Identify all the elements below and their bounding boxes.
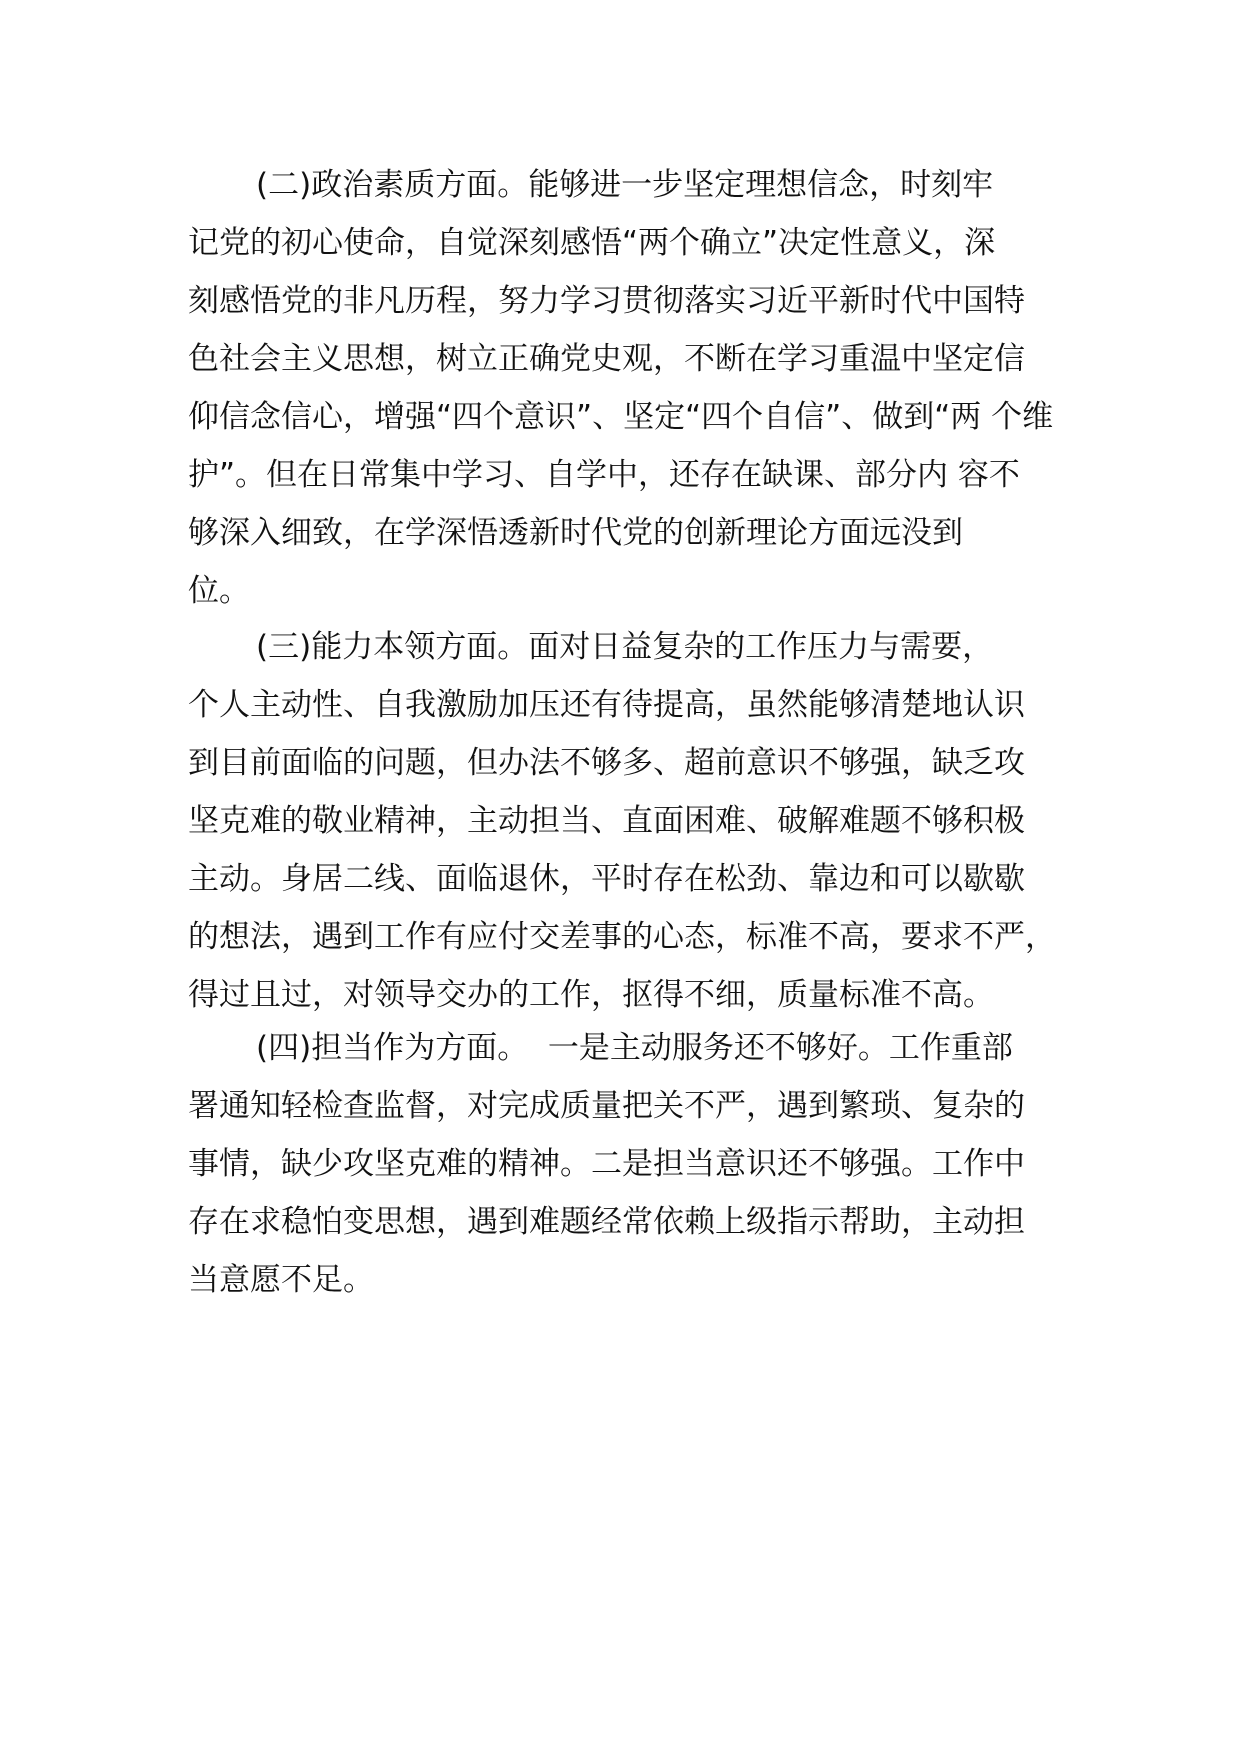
paragraph-line: (二)政治素质方面。能够进一步坚定理想信念，时刻牢 [256,167,994,203]
paragraph-line: 仰信念信心，增强“四个意识”、坚定“四个自信”、做到“两 个维 [188,399,1054,435]
paragraph-line: 刻感悟党的非凡历程，努力学习贯彻落实习近平新时代中国特 [188,283,1025,319]
paragraph-line: (四)担当作为方面。 一是主动服务还不够好。工作重部 [256,1030,1013,1066]
paragraph-line: 色社会主义思想，树立正确党史观，不断在学习重温中坚定信 [188,341,1025,377]
paragraph-responsibility [188,1019,1068,1309]
paragraph-ability [188,618,1068,1024]
paragraph-line: 坚克难的敬业精神，主动担当、直面困难、破解难题不够积极 [188,803,1025,839]
paragraph-line: 署通知轻检查监督，对完成质量把关不严，遇到繁琐、复杂的 [188,1088,1025,1124]
paragraph-line: 存在求稳怕变思想，遇到难题经常依赖上级指示帮助，主动担 [188,1204,1025,1240]
paragraph-line: 够深入细致，在学深悟透新时代党的创新理论方面远没到 [188,515,963,551]
paragraph-line: 个人主动性、自我激励加压还有待提高，虽然能够清楚地认识 [188,687,1025,723]
paragraph-line: 记党的初心使命，自觉深刻感悟“两个确立”决定性意义，深 [188,225,996,261]
paragraph-political-quality [188,156,1068,620]
paragraph-line: 的想法，遇到工作有应付交差事的心态，标准不高，要求不严， [188,919,1056,955]
paragraph-line: 当意愿不足。 [188,1262,374,1298]
paragraph-line: 主动。身居二线、面临退休，平时存在松劲、靠边和可以歇歇 [188,861,1025,897]
paragraph-line: 位。 [188,573,250,609]
paragraph-line: 到目前面临的问题，但办法不够多、超前意识不够强，缺乏攻 [188,745,1025,781]
paragraph-line: (三)能力本领方面。面对日益复杂的工作压力与需要， [256,629,994,665]
paragraph-line: 得过且过，对领导交办的工作，抠得不细，质量标准不高。 [188,977,994,1013]
paragraph-line: 事情，缺少攻坚克难的精神。二是担当意识还不够强。工作中 [188,1146,1025,1182]
paragraph-line: 护”。但在日常集中学习、自学中，还存在缺课、部分内 容不 [188,457,1020,493]
